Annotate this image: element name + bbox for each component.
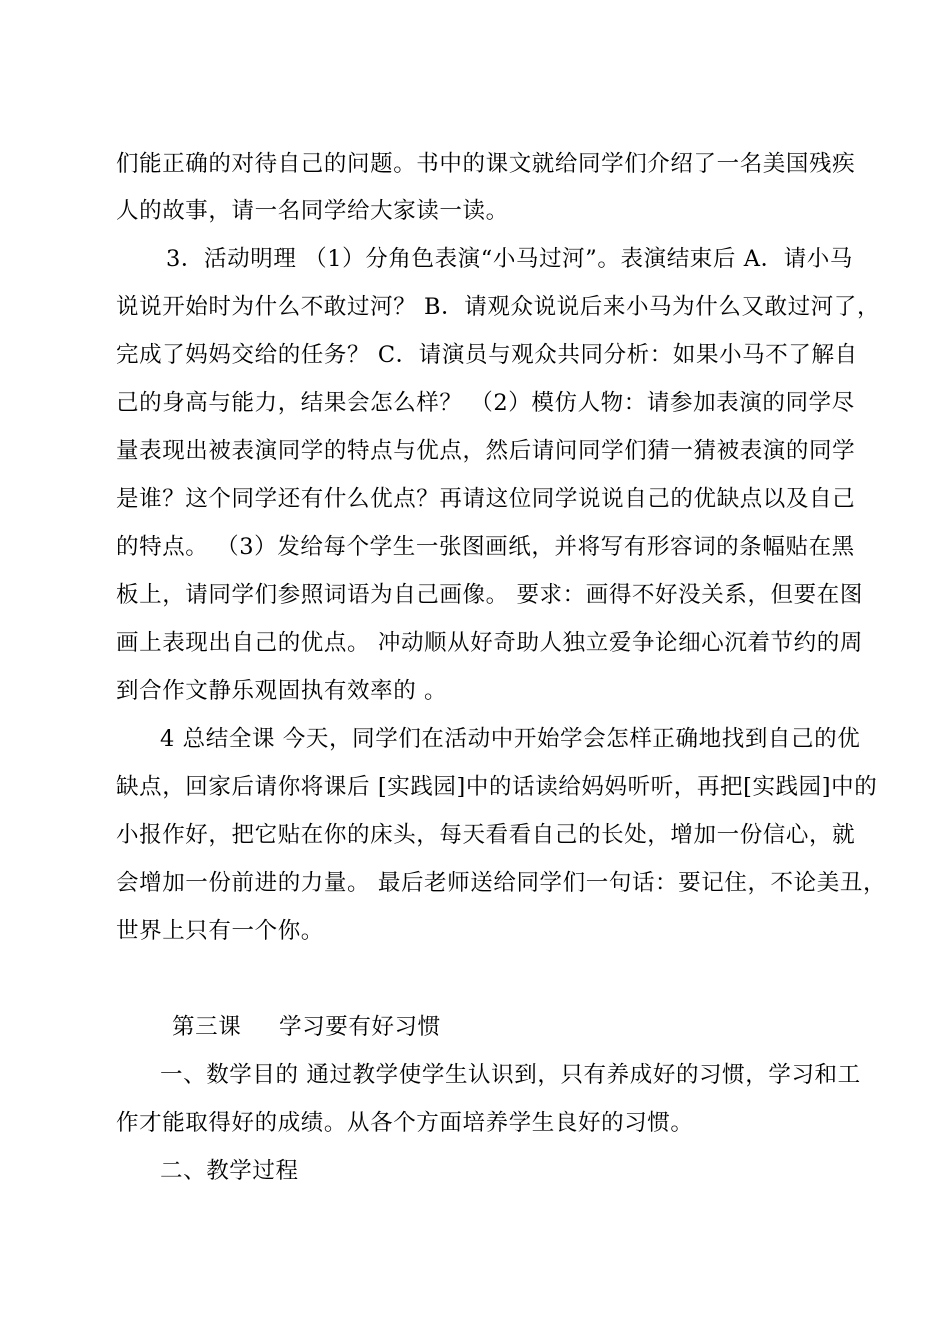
text-line: 板上，请同学们参照词语为自己画像。 要求：画得不好没关系，但要在图 [116, 582, 863, 608]
text-line: 缺点，回家后请你将课后 [实践园]中的话读给妈妈听听，再把[实践园]中的 [116, 774, 878, 800]
text-line: 们能正确的对待自己的问题。书中的课文就给同学们介绍了一名美国残疾 [116, 151, 856, 177]
text-line: 一、数学目的 通过教学使学生认识到，只有养成好的习惯，学习和工 [160, 1062, 861, 1088]
text-line: 世界上只有一个你。 [116, 918, 324, 944]
text-line: 二、教学过程 [160, 1158, 299, 1184]
text-line: 是谁？这个同学还有什么优点？再请这位同学说说自己的优缺点以及自己 [116, 486, 856, 512]
text-line: 完成了妈妈交给的任务？ C．请演员与观众共同分析：如果小马不了解自 [116, 342, 858, 368]
text-line: 人的故事，请一名同学给大家读一读。 [116, 198, 509, 224]
text-line: 量表现出被表演同学的特点与优点，然后请问同学们猜一猜被表演的同学 [116, 438, 856, 464]
text-line: 到合作文静乐观固执有效率的 。 [116, 678, 448, 704]
text-line: 4 总结全课 今天，同学们在活动中开始学会怎样正确地找到自己的优 [160, 726, 861, 752]
text-line: 画上表现出自己的优点。 冲动顺从好奇助人独立爱争论细心沉着节约的周 [116, 630, 863, 656]
section-heading: 第三课 学习要有好习惯 [172, 1014, 441, 1040]
text-line: 说说开始时为什么不敢过河？ B．请观众说说后来小马为什么又敢过河了， [116, 294, 881, 320]
text-line: 小报作好，把它贴在你的床头，每天看看自己的长处，增加一份信心，就 [116, 822, 856, 848]
text-line: 会增加一份前进的力量。 最后老师送给同学们一句话：要记住，不论美丑， [116, 870, 887, 896]
text-line: 的特点。 （3）发给每个学生一张图画纸，并将写有形容词的条幅贴在黑 [116, 534, 855, 560]
text-line: 3．活动明理 （1）分角色表演“小马过河”。表演结束后 A．请小马 [166, 246, 853, 272]
text-line: 己的身高与能力，结果会怎么样？ （2）模仿人物：请参加表演的同学尽 [116, 390, 855, 416]
text-line: 作才能取得好的成绩。从各个方面培养学生良好的习惯。 [116, 1110, 694, 1136]
